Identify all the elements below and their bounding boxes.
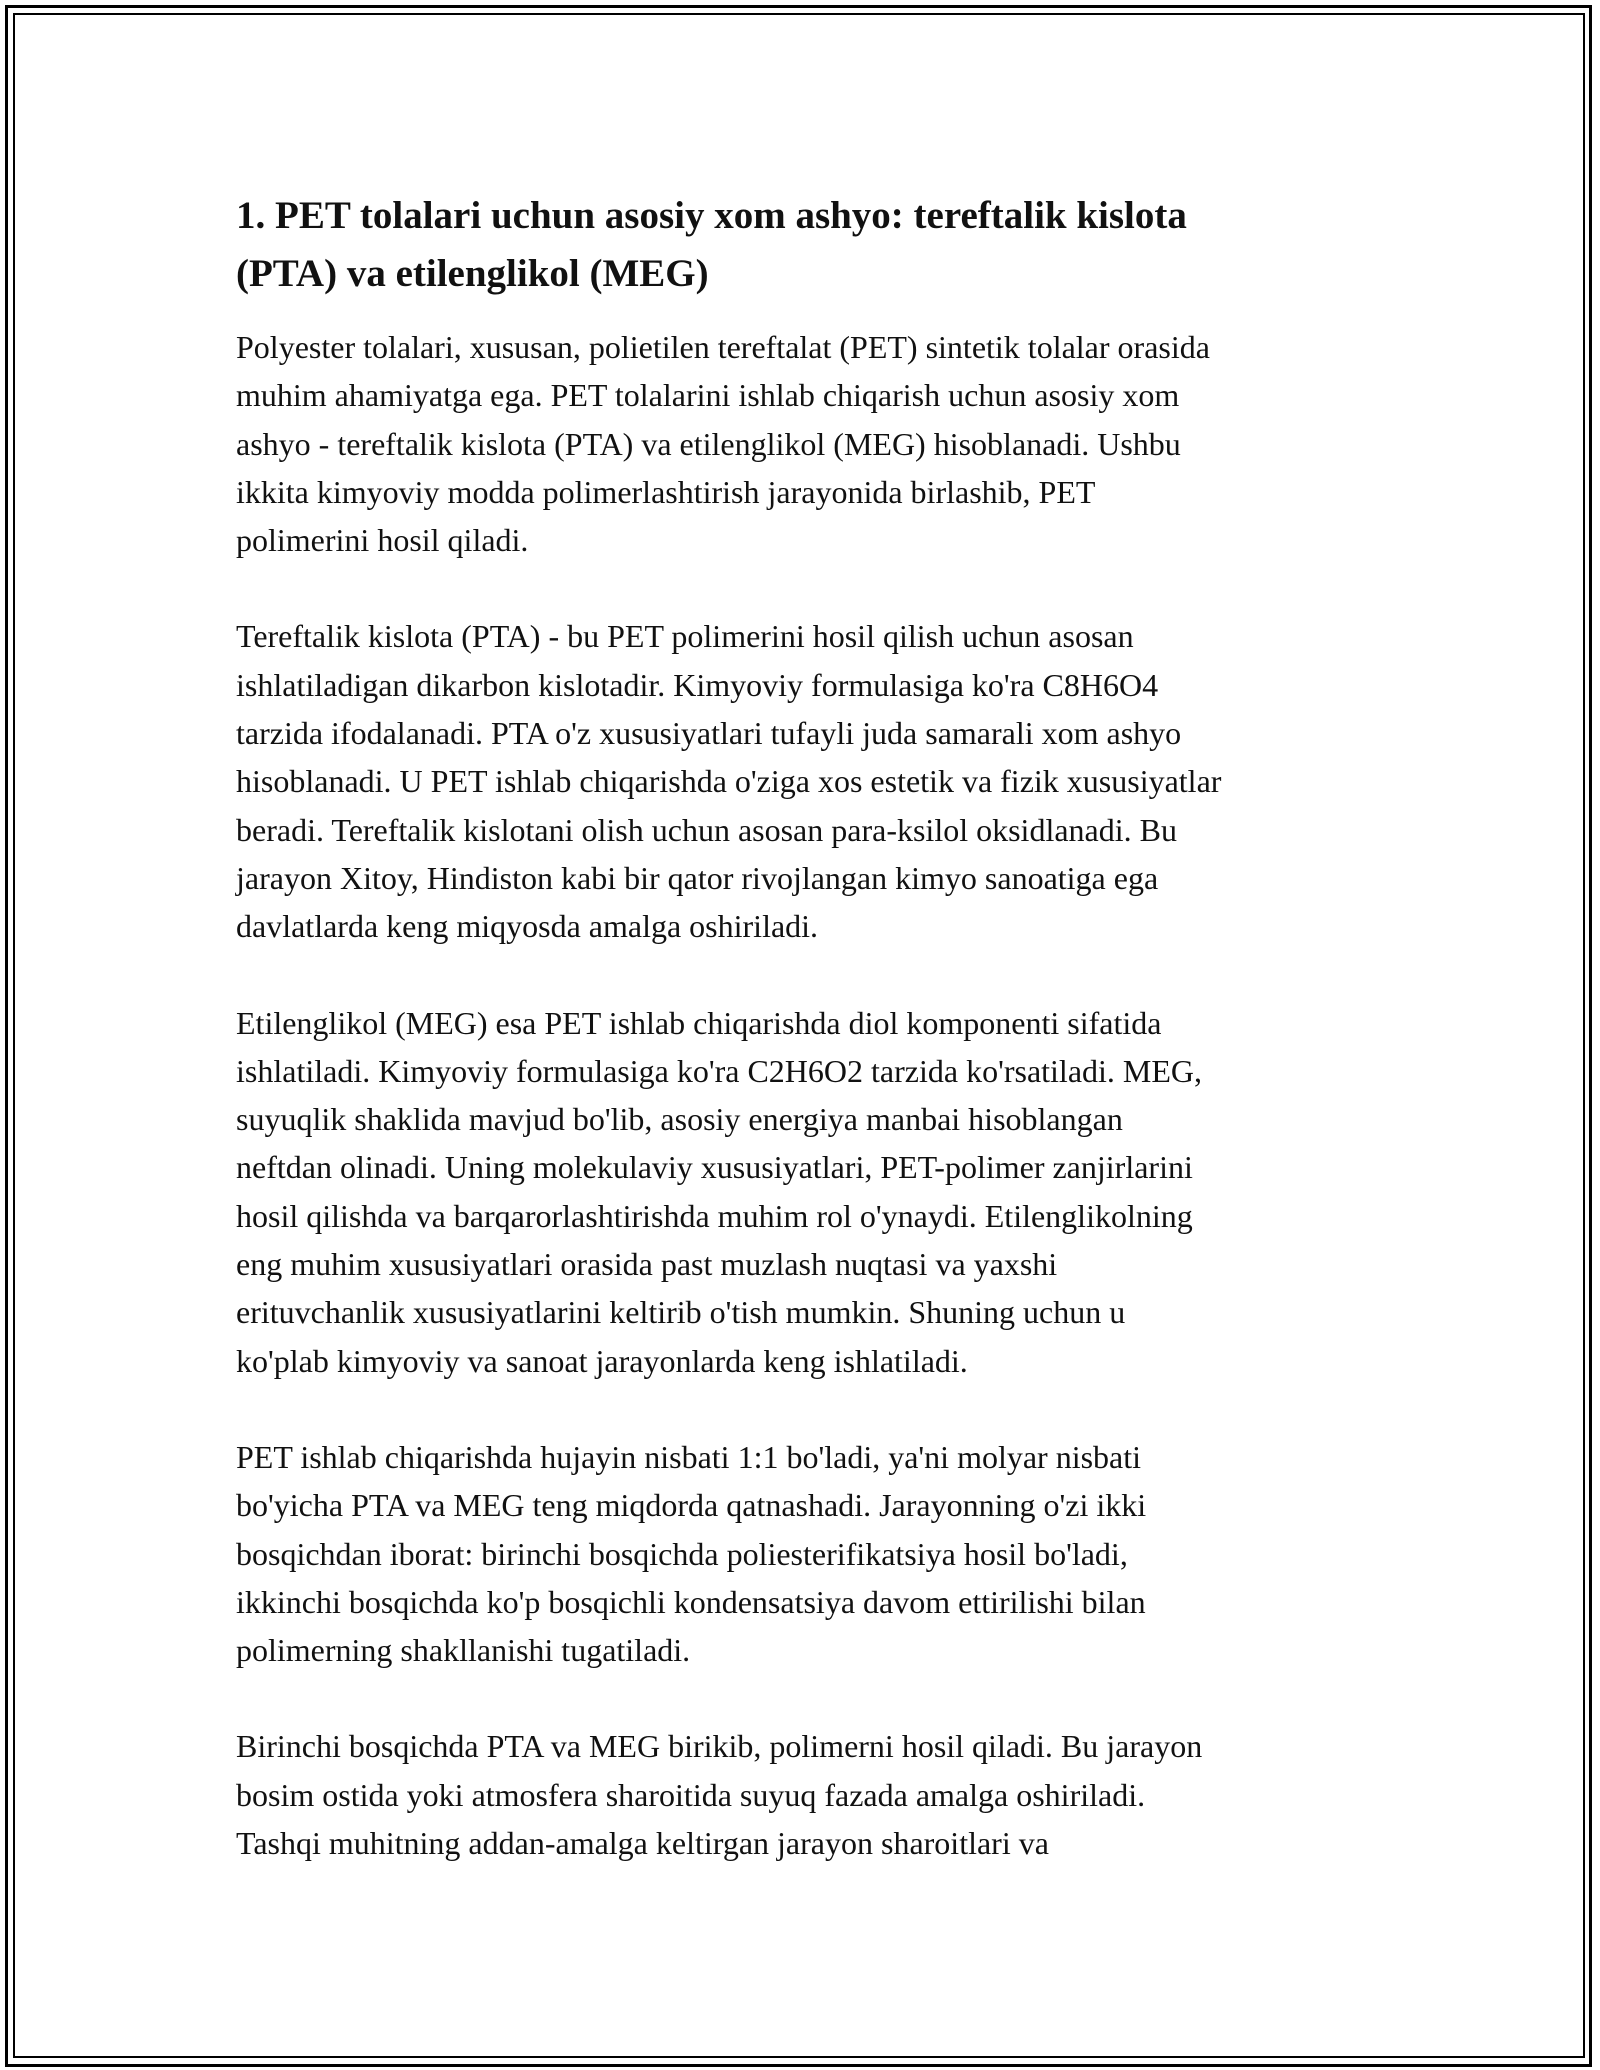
paragraph-ratio: PET ishlab chiqarishda hujayin nisbati 1:1 bo'ladi, ya'ni molyar nisbati bo'yicha PTA va MEG teng miqdorda qatnashadi. Jarayonning o'zi ikki bosqichdan iborat: birinchi bosqichda poliesterifikatsiya hosil bo'ladi, ikkinchi bosqichda ko'p bosqichli kondensatsiya davom ettirilishi bilan polimerning shakllanishi tugatiladi.: [236, 1438, 1147, 1669]
section-heading: 1. PET tolalari uchun asosiy xom ashyo: tereftalik kislota (PTA) va etilenglikol (MEG): [236, 194, 1187, 295]
paragraph-pta: Tereftalik kislota (PTA) - bu PET polimerini hosil qilish uchun asosan ishlatiladigan dikarbon kislotadir. Kimyoviy formulasiga ko'ra C8H6O4 tarzida ifodalanadi. PTA o'z xususiyatlari tufayli juda samarali xom ashyo hisoblanadi. U PET ishlab chiqarishda o'ziga xos estetik va fizik xususiyatlar beradi. Tereftalik kislotani olish uchun asosan para-ksilol oksidlanadi. Bu jarayon Xitoy, Hindiston kabi bir qator rivojlangan kimyo sanoatiga ega davlatlarda keng miqyosda amalga oshiriladi.: [236, 618, 1222, 945]
paragraph-first-stage: Birinchi bosqichda PTA va MEG birikib, polimerni hosil qiladi. Bu jarayon bosim ostida yoki atmosfera sharoitida suyuq fazada amalga oshiriladi. Tashqi muhitning addan-amalga keltirgan jarayon sharoitlari va: [236, 1728, 1203, 1862]
paragraph-intro: Polyester tolalari, xususan, polietilen tereftalat (PET) sintetik tolalar orasida muhim ahamiyatga ega. PET tolalarini ishlab chiqarish uchun asosiy xom ashyo - tereftalik kislota (PTA) va etilenglikol (MEG) hisoblanadi. Ushbu ikkita kimyoviy modda polimerlashtirish jarayonida birlashib, PET polimerini hosil qiladi.: [236, 329, 1210, 559]
document-body: [236, 187, 1386, 1915]
paragraph-meg: Etilenglikol (MEG) esa PET ishlab chiqarishda diol komponenti sifatida ishlatiladi. Kimyoviy formulasiga ko'ra C2H6O2 tarzida ko'rsatiladi. MEG, suyuqlik shaklida mavjud bo'lib, asosiy energiya manbai hisoblangan neftdan olinadi. Uning molekulaviy xususiyatlari, PET-polimer zanjirlarini hosil qilishda va barqarorlashtirishda muhim rol o'ynaydi. Etilenglikolning eng muhim xususiyatlari orasida past muzlash nuqtasi va yaxshi erituvchanlik xususiyatlarini keltirib o'tish mumkin. Shuning uchun u ko'plab kimyoviy va sanoat jarayonlarda keng ishlatiladi.: [236, 1004, 1203, 1379]
